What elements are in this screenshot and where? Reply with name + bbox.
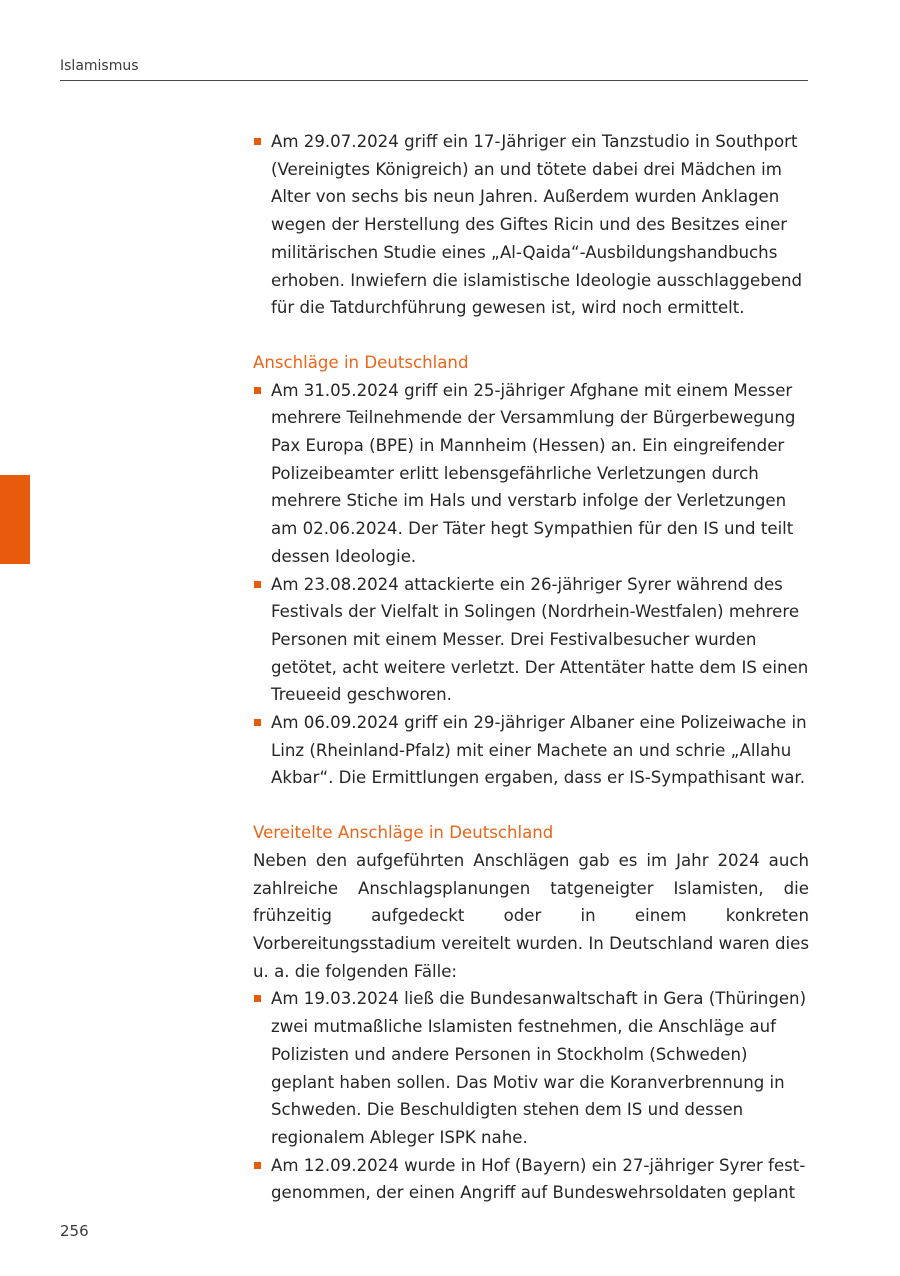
list-item-text: Am 29.07.2024 griff ein 17-Jähriger ein Tanzstudio in Southport (Vereinigtes Königreich) an und tötete dabei drei Mädchen im Alter von sechs bis neun Jahren. Außerdem wurden Anklagen wegen der Herstellung des Giftes Ricin und des Besitzes einer militärischen Studie eines „Al-Qaida“-Ausbildungshandbuchs erhoben. Inwiefern die islamistische Ideologie ausschlaggebend für die Tatdurchführung gewesen ist, wird noch ermittelt. — [271, 132, 802, 318]
list-item — [253, 128, 809, 322]
list-item — [253, 571, 809, 710]
list-item-text: Am 23.08.2024 attackierte ein 26-jähriger Syrer während des Festivals der Vielfalt in Solingen (Nordrhein-Westfalen) mehrere Personen mit einem Messer. Drei Festivalbesucher wurden getötet, acht weitere verletzt. Der Attentäter hatte dem IS einen Treueeid geschworen. — [271, 574, 809, 705]
bullet-square-icon — [254, 1162, 261, 1169]
bullet-square-icon — [254, 995, 261, 1002]
running-header: Islamismus — [60, 58, 139, 74]
header-rule — [60, 80, 808, 81]
list-item — [253, 1152, 809, 1207]
spacer — [253, 322, 809, 349]
chapter-tab-marker — [0, 475, 30, 564]
bullet-square-icon — [254, 387, 261, 394]
attacks-bullet-list — [253, 377, 809, 793]
spacer — [253, 792, 809, 819]
section-heading-attacks: Anschläge in Deutschland — [253, 352, 469, 372]
list-item-text: Am 06.09.2024 griff ein 29-jähriger Albaner eine Polizeiwache in Linz (Rheinland-Pfalz) mit einer Machete an und schrie „Allahu Akbar“. Die Ermittlungen ergaben, dass er IS-Sympathisant war. — [271, 713, 807, 788]
page-number: 256 — [60, 1222, 89, 1240]
section-heading-foiled-attacks: Vereitelte Anschläge in Deutschland — [253, 823, 554, 843]
intro-bullet-list — [253, 128, 809, 322]
list-item-text: Am 31.05.2024 griff ein 25-jähriger Afghane mit einem Messer mehrere Teilnehmende der Versammlung der Bürgerbewegung Pax Europa (BPE) in Mannheim (Hessen) an. Ein eingreifender Polizeibeamter erlitt lebensgefährliche Verletzungen durch mehrere Stiche im Hals und verstarb infolge der Verletzungen am 02.06.2024. Der Täter hegt Sympathien für den IS und teilt dessen Ideologie. — [271, 380, 796, 566]
list-item — [253, 377, 809, 571]
foiled-intro-paragraph: Neben den aufgeführten Anschlägen gab es im Jahr 2024 auch zahlreiche Anschlagsplanungen tatgeneigter Islamisten, die frühzeitig aufgedeckt oder in einem konkreten Vorbereitungsstadium vereitelt wurden. In Deutschland waren dies u. a. die folgenden Fälle: — [253, 850, 809, 981]
bullet-square-icon — [254, 138, 261, 145]
list-item — [253, 709, 809, 792]
main-content — [253, 128, 809, 1207]
bullet-square-icon — [254, 581, 261, 588]
list-item — [253, 985, 809, 1151]
foiled-bullet-list — [253, 985, 809, 1207]
bullet-square-icon — [254, 719, 261, 726]
list-item-text: Am 19.03.2024 ließ die Bundesanwaltschaft in Gera (Thüringen) zwei mutmaßliche Islamisten festnehmen, die Anschläge auf Polizisten und andere Personen in Stockholm (Schweden) geplant haben sollen. Das Motiv war die Koranverbrennung in Schweden. Die Beschuldigten stehen dem IS und dessen regionalem Ableger ISPK nahe. — [271, 989, 807, 1147]
list-item-text: Am 12.09.2024 wurde in Hof (Bayern) ein 27-jähriger Syrer festgenommen, der einen Angriff auf Bundeswehrsoldaten geplant — [271, 1155, 806, 1203]
